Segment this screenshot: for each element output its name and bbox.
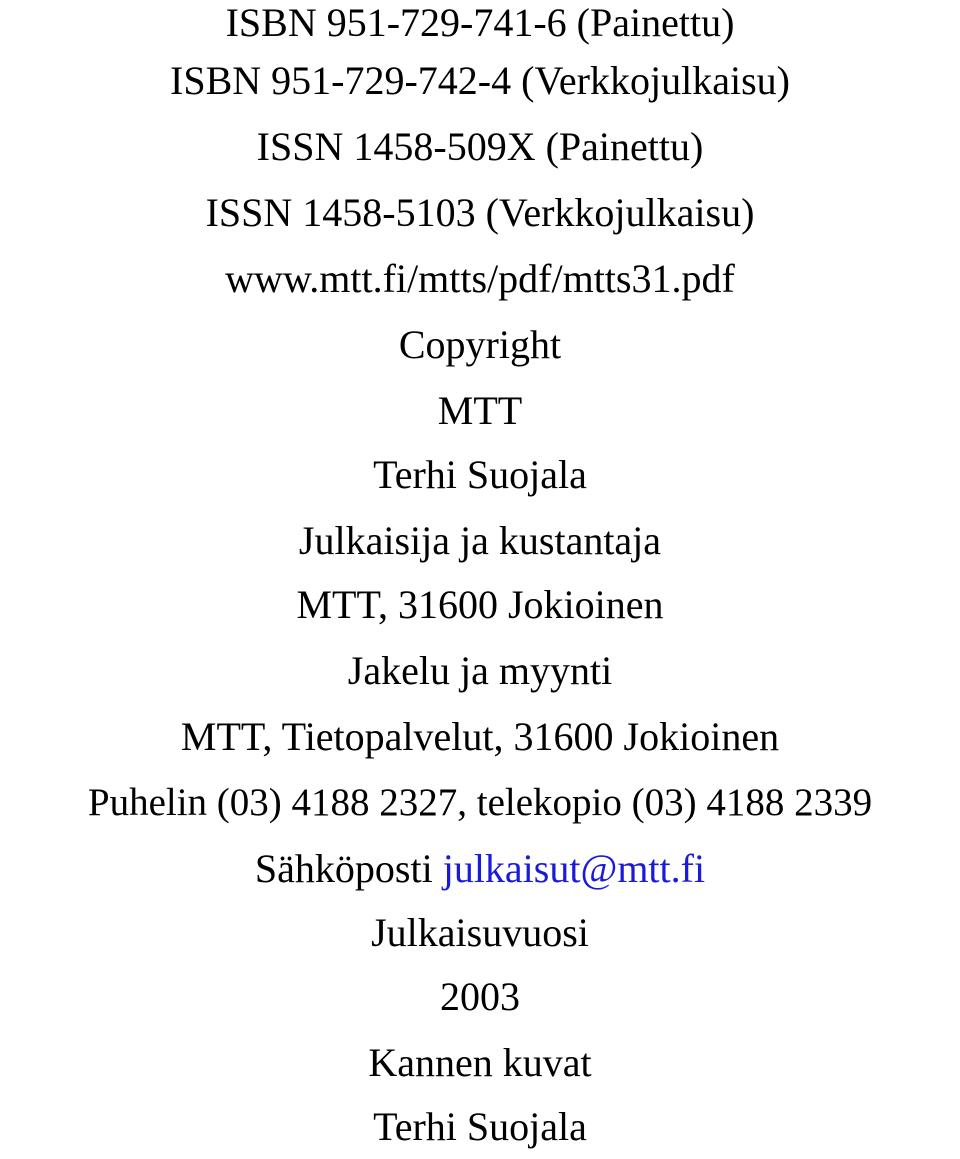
cover-label: Kannen kuvat — [368, 1040, 592, 1085]
year-label: Julkaisuvuosi — [371, 910, 589, 955]
url-text: www.mtt.fi/mtts/pdf/mtts31.pdf — [225, 256, 735, 301]
copyright-holder-mtt: MTT — [437, 388, 523, 433]
isbn-printed: ISBN 951-729-741-6 (Painettu) — [225, 0, 735, 45]
issn-printed: ISSN 1458-509X (Painettu) — [256, 124, 704, 169]
distribution-label: Jakelu ja myynti — [347, 648, 613, 693]
email-label: Sähköposti — [254, 846, 433, 891]
copyright-label: Copyright — [398, 322, 562, 367]
isbn-online: ISBN 951-729-742-4 (Verkkojulkaisu) — [170, 58, 790, 103]
publisher-address: MTT, 31600 Jokioinen — [296, 582, 664, 627]
distribution-address: MTT, Tietopalvelut, 31600 Jokioinen — [180, 714, 780, 759]
phone-fax: Puhelin (03) 4188 2327, telekopio (03) 4188 2339 — [87, 781, 873, 824]
issn-online: ISSN 1458-5103 (Verkkojulkaisu) — [205, 190, 755, 235]
copyright-holder-author: Terhi Suojala — [373, 452, 587, 497]
year-value: 2003 — [440, 974, 520, 1019]
cover-credit: Terhi Suojala — [373, 1104, 587, 1149]
email-line — [0, 846, 960, 892]
publisher-label: Julkaisija ja kustantaja — [298, 518, 662, 563]
email-link[interactable]: julkaisut@mtt.fi — [442, 846, 706, 891]
